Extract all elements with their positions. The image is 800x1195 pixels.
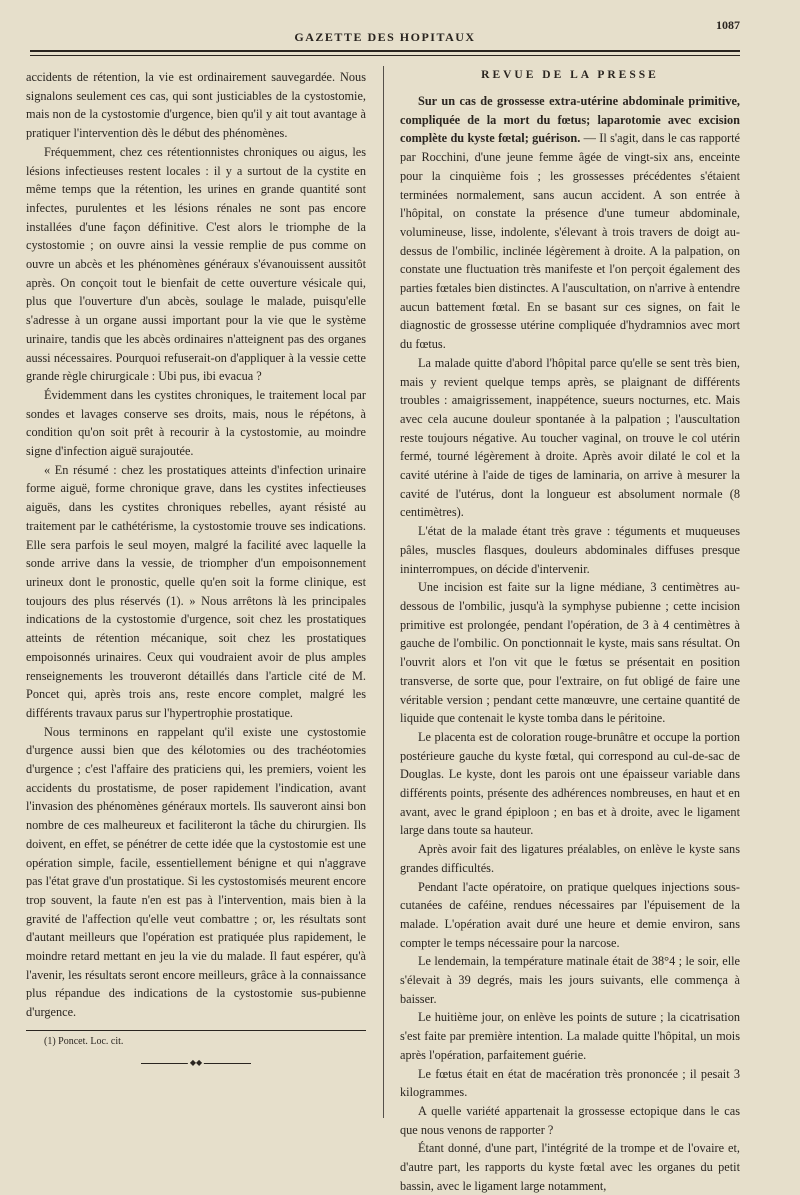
footnote-rule <box>26 1030 366 1031</box>
case-title: Sur un cas de grossesse extra-utérine abdominale primitive, compliquée de la mort du fœtus; laparotomie avec excision complète du kyste fœtal; guérison. <box>400 94 740 146</box>
paragraph: Le placenta est de coloration rouge-brunâtre et occupe la portion postérieure gauche du kyste fœtal, qui correspond au cul-de-sac de Douglas. Le kyste, dont les parois ont une épaisseur variable dans différents points, présente des adhérences nombreuses, en haut et en avant, avec le grand épiploon ; en bas et à droite, avec le ligament large dans toute sa hauteur. <box>400 729 740 838</box>
page-number: 1087 <box>716 18 740 32</box>
paragraph: L'état de la malade étant très grave : téguments et muqueuses pâles, muscles flasques, douleurs abdominales diffuses presque ininterrompues, on décide d'intervenir. <box>400 524 740 576</box>
paragraph: Le lendemain, la température matinale était de 38°4 ; le soir, elle s'élevait à 39 degrés, mais les jours suivants, elle commença à baisser. <box>400 954 740 1006</box>
paragraph: Fréquemment, chez ces rétentionnistes chroniques ou aigus, les lésions infectieuses restent locales : il y a surtout de la cystite en même temps que la rétention, les urines en grande quantité sont infectes, purulentes et les lésions rénales ne sont pas encore installées d'une façon définitive. C'est alors le triomphe de la cystostomie ; on ouvre ainsi la vessie remplie de pus comme on ouvre un abcès et les phénomènes généraux s'évanouissent aussitôt après. On conçoit tout le bienfait de cette ouverture vésicale qui, plus que l'ouverture d'un abcès, soulage le malade, puisqu'elle s'adresse à un organe aussi important pour la vie que le système urinaire, tandis que les abcès ordinaires n'atteignent pas des organes aussi nécessaires. Pourquoi refuserait-on d'appliquer à la vessie cette grande règle chirurgicale : Ubi pus, ibi evacua ? <box>26 144 366 384</box>
case-intro: — Il s'agit, dans le cas rapporté par Rocchini, d'une jeune femme âgée de vingt-six ans, enceinte pour la cinquième fois ; les grossesses précédentes s'étaient terminées normalement, sans aucun accident. A son entrée à l'hôpital, on constate la présence d'une tumeur abdominale, volumineuse, lisse, indolente, s'élevant à trois travers de doigt au-dessus de l'ombilic, inclinée légèrement à droite. A la palpation, on constate une fluctuation très manifeste et l'on perçoit également des parties fœtales bien distinctes. A l'auscultation, on n'arrive à entendre aucun battement fœtal. En se basant sur ces signes, on fait le diagnostic de grossesse utérine compliquée d'hydramnios avec mort du fœtus. <box>400 131 740 352</box>
paragraph: La malade quitte d'abord l'hôpital parce qu'elle se sent très bien, mais y revient quelque temps après, se plaignant de différents troubles : amaigrissement, inappétence, sueurs nocturnes, etc. Mais avec cela aucune douleur spontanée à la palpation ; l'auscultation reste toujours négative. Au toucher vaginal, on trouve le col utérin fermé, tourné légèrement à droite. Après avoir dilaté le col et la cavité utérine à l'aide de tiges de laminaria, on arrive à mesurer la cavité de l'utérus, dont la longueur est absolument normale (8 centimètres). <box>400 355 740 520</box>
section-title: REVUE DE LA PRESSE <box>481 69 659 81</box>
paragraph: « En résumé : chez les prostatiques atteints d'infection urinaire forme aiguë, forme chronique grave, dans les cystites infectieuses aiguës, dans les cystites chroniques rebelles, ayant résisté au traitement par le cathétérisme, la cystostomie trouve ses indications. Elle sera parfois le seul moyen, malgré la facilité avec laquelle la sonde arrive dans la vessie, de triompher d'un empoisonnement urineux dont le pronostic, quelle qu'en soit la forme clinique, est toujours des plus réservés (1). » Nous arrêtons là les principales indications de la cystostomie d'urgence, soit chez les prostatiques atteints de rétention mécanique, soit chez les prostatiques empoisonnés urinaires. Ceux qui voudraient avoir de plus amples renseignements les trouveront détaillés dans l'article cité de M. Poncet qui, après trois ans, reste encore complet, malgré les différents travaux parus sur l'hypertrophie prostatique. <box>26 462 366 720</box>
left-column <box>26 68 366 1067</box>
right-column <box>400 68 740 1195</box>
end-ornament <box>141 1057 251 1067</box>
paragraph: Après avoir fait des ligatures préalables, on enlève le kyste sans grandes difficultés. <box>400 842 740 875</box>
paragraph: Une incision est faite sur la ligne médiane, 3 centimètres au-dessous de l'ombilic, jusqu'à la symphyse pubienne ; cette incision primitive est prolongée, pendant l'opération, de 3 à 4 centimètres à gauche de l'ombilic. On ponctionnait le kyste, mais sans résultat. On l'ouvrit alors et l'on vit que le fœtus se présentait en position transverse, de sorte que, pour l'extraire, on fut obligé de faire une véritable version ; pendant cette manœuvre, une certaine quantité de liquide que contenait le kyste tomba dans le péritoine. <box>400 580 740 726</box>
ornament-glyph: ◆◆ <box>189 1057 203 1067</box>
paragraph: Étant donné, d'une part, l'intégrité de la trompe et de l'ovaire et, d'autre part, les rapports du kyste fœtal avec les organes du petit bassin, avec le ligament large notamment, <box>400 1141 740 1193</box>
page-header <box>30 14 740 52</box>
paragraph: Le huitième jour, on enlève les points de suture ; la cicatrisation s'est faite par première intention. La malade quitte l'hôpital, un mois après l'opération, parfaitement guérie. <box>400 1010 740 1062</box>
case-paragraph <box>400 92 740 354</box>
footnote: (1) Poncet. Loc. cit. <box>44 1035 124 1047</box>
paragraph: Pendant l'acte opératoire, on pratique quelques injections sous-cutanées de caféine, rendues nécessaires par l'épuisement de la malade. L'opération avait duré une heure et demie environ, sans compter le temps nécessaire pour la narcose. <box>400 879 740 950</box>
paragraph: Le fœtus était en état de macération très prononcée ; il pesait 3 kilogrammes. <box>400 1066 740 1100</box>
running-title: GAZETTE DES HOPITAUX <box>294 30 476 44</box>
paragraph: accidents de rétention, la vie est ordinairement sauvegardée. Nous signalons seulement ces cas, qui sont justiciables de la cystostomie, mais non de la cystostomie d'urgence, bien qu'il y ait tout avantage à pratiquer l'intervention dès le début des phénomènes. <box>26 70 366 141</box>
paragraph: Évidemment dans les cystites chroniques, le traitement local par sondes et lavages conserve ses droits, mais, nous le répétons, à condition qu'on soit prêt à recourir à la cystostomie, au moindre signe d'infection aiguë surajoutée. <box>26 387 366 459</box>
paragraph: Nous terminons en rappelant qu'il existe une cystostomie d'urgence aussi bien que des kélotomies ou des trachéotomies d'urgence ; c'est l'affaire des praticiens qui, les premiers, voient les accidents du prostatisme, de poser rapidement l'indication, avant l'invasion des phénomènes généraux mortels. Ils sauveront ainsi bon nombre de ces malheureux et faciliteront la tâche du chirurgien. Ils doivent, en effet, se pénétrer de cette idée que la cystostomie est une opération simple, facile, essentiellement bénigne et qui n'aggrave pas l'état grave d'un prostatique. Si les cystostomisés meurent encore trop souvent, la faute n'en est pas à l'intervention, mais bien à la gravité de l'affection qu'elle veut combattre ; or, les résultats sont d'autant meilleurs que l'opération est pratiquée plus rapidement, le moindre retard mettant en jeu la vie du malade. Il faut espérer, qu'à l'avenir, les résultats seront encore meilleurs, grâce à la connaissance plus répandue des indications de la cystostomie sus-pubienne d'urgence. <box>26 724 366 1020</box>
paragraph: A quelle variété appartenait la grossesse ectopique dans le cas que nous venons de rapporter ? <box>400 1103 740 1137</box>
column-divider <box>383 66 384 1118</box>
